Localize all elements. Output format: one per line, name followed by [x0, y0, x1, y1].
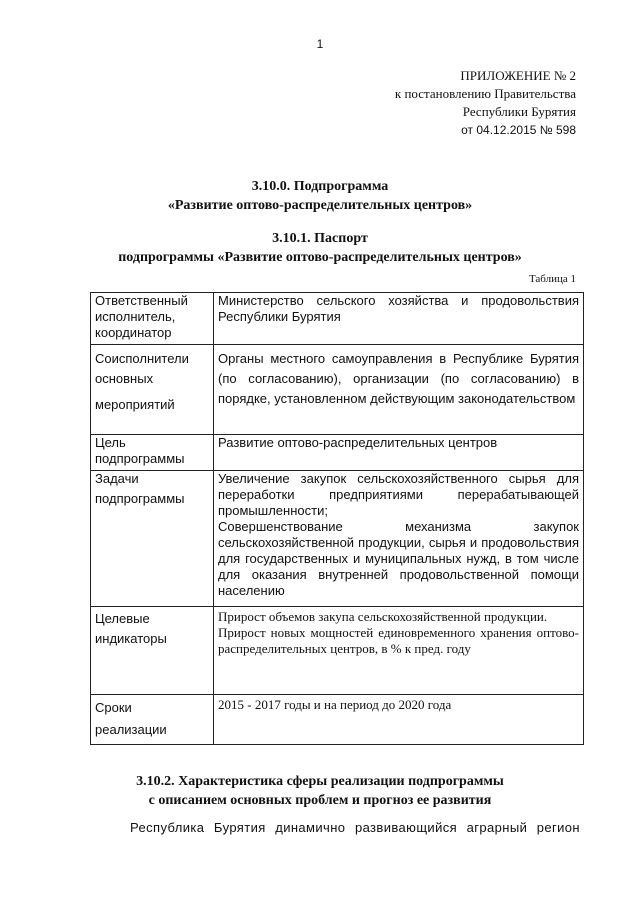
subprogram-heading-title: «Развитие оптово-распределительных центров»	[167, 198, 473, 213]
row-value-responsible: Министерство сельского хозяйства и продовольствия Республики Бурятия	[214, 293, 584, 345]
subprogram-heading-number: 3.10.0. Подпрограмма	[251, 179, 389, 194]
label-line: Задачи	[95, 471, 139, 486]
label-line: реализации	[95, 722, 167, 737]
row-label-terms	[91, 695, 214, 745]
table-row	[91, 471, 584, 607]
row-value-coexecutors: Органы местного самоуправления в Республике Бурятия (по согласованию), организации (по согласованию) в порядке, установленном действующим законодательством	[214, 345, 584, 435]
row-label-coexecutors	[91, 345, 214, 435]
label-line: индикаторы	[95, 631, 167, 646]
appendix-resolution: к постановлению Правительства	[394, 86, 576, 101]
label-line: Ответственный	[95, 293, 188, 308]
row-label-responsible	[91, 293, 214, 345]
appendix-title: ПРИЛОЖЕНИЕ № 2	[460, 68, 576, 83]
row-value-tasks	[214, 471, 584, 607]
appendix-block	[395, 67, 576, 139]
passport-heading-number: 3.10.1. Паспорт	[272, 231, 368, 246]
subprogram-heading	[0, 177, 640, 215]
section-heading-title: 3.10.2. Характеристика сферы реализации подпрограммы	[136, 774, 504, 789]
section-heading	[0, 772, 640, 810]
label-line: Сроки	[95, 700, 132, 715]
label-line: исполнитель,	[95, 309, 176, 324]
label-line: Цель	[95, 435, 126, 450]
section-heading-subtitle: с описанием основных проблем и прогноз ее развития	[148, 793, 492, 808]
table-row	[91, 293, 584, 345]
row-value-indicators	[214, 607, 584, 695]
row-label-tasks	[91, 471, 214, 607]
label-line: основных	[95, 371, 154, 386]
indicator-item: Прирост объемов закупа сельскохозяйственной продукции.	[218, 609, 548, 624]
passport-heading-title: подпрограммы «Развитие оптово-распределительных центров»	[118, 250, 522, 265]
row-label-goal	[91, 435, 214, 471]
task-item: Совершенствование механизма закупок сельскохозяйственной продукции, сырья и продовольствия для государственных и муниципальных нужд, в том числе для оказания внутренней продовольственной помощи населению	[218, 519, 579, 598]
row-label-indicators	[91, 607, 214, 695]
indicator-item: Прирост новых мощностей единовременного хранения оптово-распределительных центров, в % к пред. году	[218, 625, 579, 656]
label-line: подпрограммы	[95, 491, 185, 506]
table-row	[91, 435, 584, 471]
label-line: подпрограммы	[95, 451, 185, 466]
body-paragraph: Республика Бурятия динамично развивающийся аграрный регион	[130, 820, 580, 835]
label-line: Соисполнители	[95, 351, 189, 366]
row-value-terms: 2015 - 2017 годы и на период до 2020 года	[214, 695, 584, 745]
table-row	[91, 345, 584, 435]
row-value-goal: Развитие оптово-распределительных центров	[214, 435, 584, 471]
appendix-date-number: от 04.12.2015 № 598	[461, 123, 576, 137]
table-row	[91, 607, 584, 695]
label-line: мероприятий	[95, 397, 175, 412]
page-number: 1	[316, 37, 324, 51]
passport-heading	[0, 229, 640, 267]
table-row	[91, 695, 584, 745]
task-item: Увеличение закупок сельскохозяйственного сырья для переработки предприятиями перерабатывающей промышленности;	[218, 471, 579, 518]
appendix-republic: Республики Бурятия	[462, 104, 576, 119]
table-caption: Таблица 1	[528, 273, 576, 285]
passport-table	[90, 292, 584, 745]
label-line: Целевые	[95, 611, 150, 626]
label-line: координатор	[95, 325, 172, 340]
